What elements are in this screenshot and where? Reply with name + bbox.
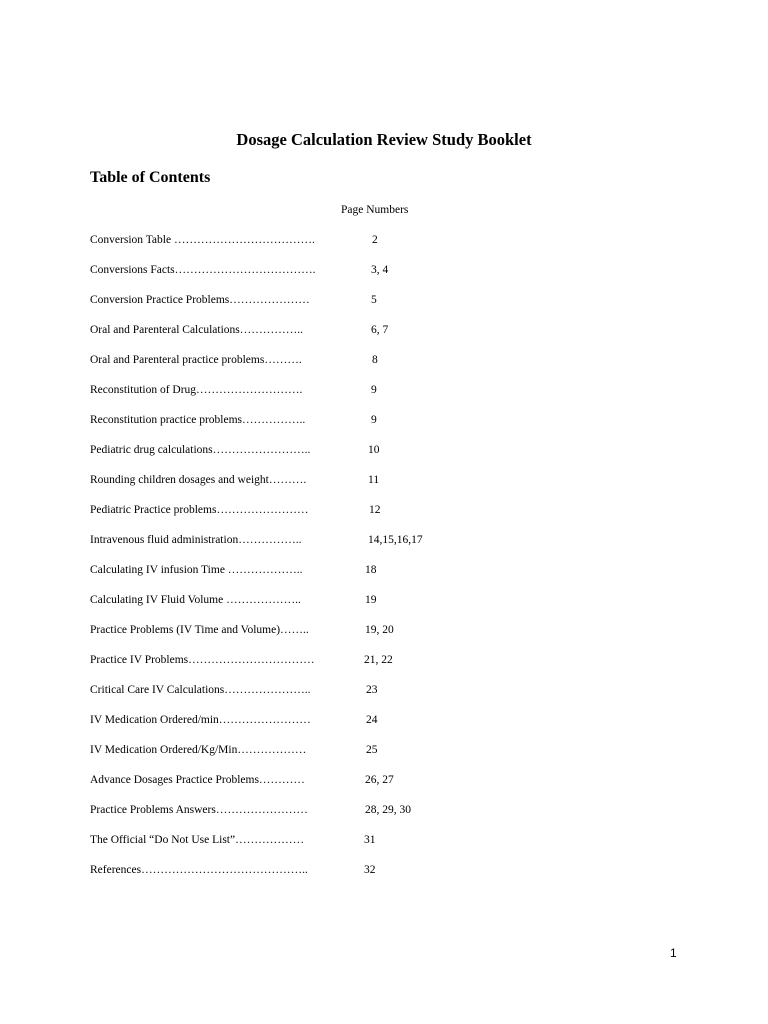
toc-entry-pages: 28, 29, 30 (365, 804, 411, 816)
toc-entry-label: Advance Dosages Practice Problems………… (90, 774, 305, 786)
toc-entry-label: Pediatric drug calculations…………………….. (90, 444, 311, 456)
toc-entry (0, 713, 768, 743)
toc-entry-pages: 32 (364, 864, 376, 876)
toc-entry-pages: 14,15,16,17 (368, 534, 423, 546)
page-number: 1 (670, 946, 677, 960)
toc-entry-label: The Official “Do Not Use List”……………… (90, 834, 305, 846)
toc-entry-label: Oral and Parenteral practice problems………. (90, 354, 302, 366)
toc-entry (0, 293, 768, 323)
toc-entry-pages: 18 (365, 564, 377, 576)
toc-entry-pages: 3, 4 (371, 264, 389, 276)
toc-entry (0, 773, 768, 803)
toc-entry-pages: 8 (372, 354, 378, 366)
toc-entry-label: Intravenous fluid administration…………….. (90, 534, 302, 546)
toc-entry-pages: 21, 22 (364, 654, 393, 666)
toc-entry-label: Calculating IV Fluid Volume ……………….. (90, 594, 301, 606)
toc-entry-label: Conversion Practice Problems………………… (90, 294, 310, 306)
toc-entry (0, 593, 768, 623)
toc-entry-label: Oral and Parenteral Calculations…………….. (90, 324, 304, 336)
toc-entry-pages: 26, 27 (365, 774, 394, 786)
toc-entry-label: Conversion Table ………………………………. (90, 234, 315, 246)
page-numbers-column-header: Page Numbers (341, 204, 409, 216)
toc-entry-pages: 23 (366, 684, 378, 696)
toc-entry-label: IV Medication Ordered/Kg/Min……………… (90, 744, 307, 756)
toc-entry-pages: 6, 7 (371, 324, 389, 336)
toc-entry (0, 653, 768, 683)
toc-entry (0, 623, 768, 653)
toc-entry (0, 413, 768, 443)
toc-entry (0, 233, 768, 263)
toc-entry-pages: 11 (368, 474, 380, 486)
toc-entry-pages: 19 (365, 594, 377, 606)
toc-entry-label: Conversions Facts………………………………. (90, 264, 316, 276)
toc-entry (0, 503, 768, 533)
toc-entry-pages: 31 (364, 834, 376, 846)
toc-heading: Table of Contents (90, 169, 211, 186)
toc-entry-pages: 24 (366, 714, 378, 726)
toc-entry-label: Critical Care IV Calculations………………….. (90, 684, 311, 696)
toc-entry-label: Calculating IV infusion Time ……………….. (90, 564, 303, 576)
toc-entry (0, 833, 768, 863)
toc-entry (0, 803, 768, 833)
toc-entry-pages: 5 (371, 294, 377, 306)
toc-entry (0, 383, 768, 413)
toc-entry-pages: 10 (368, 444, 380, 456)
toc-entry-pages: 19, 20 (365, 624, 394, 636)
toc-entry (0, 683, 768, 713)
toc-entry-pages: 25 (366, 744, 378, 756)
toc-entry-label: Pediatric Practice problems…………………… (90, 504, 309, 516)
toc-entry-pages: 9 (371, 384, 377, 396)
toc-entry-pages: 2 (372, 234, 378, 246)
toc-entry-pages: 9 (371, 414, 377, 426)
toc-entry (0, 563, 768, 593)
toc-list (0, 233, 768, 893)
toc-entry-label: Practice IV Problems…………………………… (90, 654, 315, 666)
toc-entry (0, 443, 768, 473)
toc-entry (0, 473, 768, 503)
toc-entry-label: Reconstitution of Drug………………………. (90, 384, 303, 396)
toc-entry (0, 743, 768, 773)
toc-entry (0, 533, 768, 563)
toc-entry-label: Rounding children dosages and weight………. (90, 474, 307, 486)
toc-entry-pages: 12 (369, 504, 381, 516)
toc-entry-label: Practice Problems Answers…………………… (90, 804, 308, 816)
toc-entry (0, 323, 768, 353)
toc-entry (0, 263, 768, 293)
toc-entry-label: References…………………………………….. (90, 864, 308, 876)
toc-entry-label: Reconstitution practice problems…………….. (90, 414, 306, 426)
toc-entry (0, 353, 768, 383)
toc-entry (0, 863, 768, 893)
toc-entry-label: IV Medication Ordered/min…………………… (90, 714, 311, 726)
document-title: Dosage Calculation Review Study Booklet (236, 130, 532, 149)
toc-entry-label: Practice Problems (IV Time and Volume)…….. (90, 624, 309, 636)
